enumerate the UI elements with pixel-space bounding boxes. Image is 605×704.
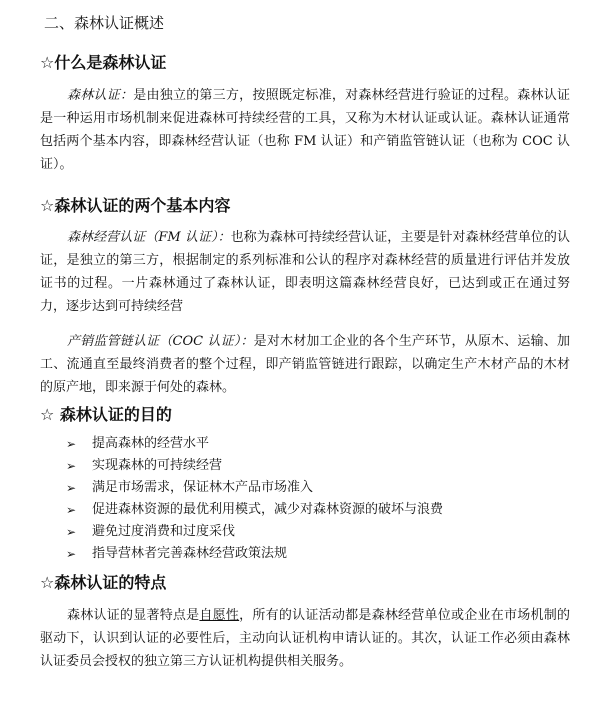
list-item: ➢ 实现森林的可持续经营 (66, 455, 443, 477)
list-item: ➢ 满足市场需求，保证林木产品市场准入 (66, 477, 443, 499)
term-coc-certification: 产销监管链认证（COC 认证）： (67, 334, 254, 349)
arrow-bullet-icon: ➢ (66, 437, 77, 451)
paragraph-text: 是对木材加工企业的各个生产环节，从原木、运输、加工、流通直至最终消费者的整个过程，即产销监管链进行跟踪，以确定生产木材产品的木材的原产地，即来源于何处的森林。 (40, 334, 570, 395)
term-forest-certification: 森林认证： (67, 88, 134, 103)
underlined-term-voluntary: 自愿性 (199, 608, 240, 623)
paragraph-characteristics (40, 604, 570, 673)
term-fm-certification: 森林经营认证（FM 认证）： (67, 230, 231, 245)
paragraph-definition (40, 84, 570, 176)
purpose-list (66, 433, 443, 565)
heading-characteristics: ☆森林认证的特点 (40, 573, 167, 592)
heading-purpose: ☆ 森林认证的目的 (40, 405, 172, 424)
list-item: ➢ 指导营林者完善森林经营政策法规 (66, 543, 443, 565)
arrow-bullet-icon: ➢ (66, 481, 77, 495)
paragraph-coc-certification (40, 330, 570, 399)
arrow-bullet-icon: ➢ (66, 525, 77, 539)
list-item: ➢ 提高森林的经营水平 (66, 433, 443, 455)
paragraph-fm-certification (40, 226, 570, 318)
section-title: 二、森林认证概述 (44, 14, 165, 32)
arrow-bullet-icon: ➢ (66, 547, 77, 561)
heading-two-basic-contents: ☆森林认证的两个基本内容 (40, 196, 231, 215)
arrow-bullet-icon: ➢ (66, 503, 77, 517)
heading-what-is-forest-certification: ☆什么是森林认证 (40, 53, 167, 72)
paragraph-prefix: 森林认证的显著特点是 (67, 608, 200, 623)
list-item: ➢ 避免过度消费和过度采伐 (66, 521, 443, 543)
paragraph-text: 是由独立的第三方，按照既定标准，对森林经营进行验证的过程。森林认证是一种运用市场机制来促进森林可持续经营的工具，又称为木材认证或认证。森林认证通常包括两个基本内容，即森林经营认证（也称 FM 认证）和产销监管链认证（也称为 COC 认证）。 (40, 88, 570, 172)
arrow-bullet-icon: ➢ (66, 459, 77, 473)
list-item: ➢ 促进森林资源的最优利用模式，减少对森林资源的破坏与浪费 (66, 499, 443, 521)
paragraph-text: ，所有的认证活动都是森林经营单位或企业在市场机制的驱动下，认识到认证的必要性后，主动向认证机构申请认证的。其次，认证工作必须由森林认证委员会授权的独立第三方认证机构提供相关服务。 (40, 608, 570, 669)
paragraph-text: 也称为森林可持续经营认证，主要是针对森林经营单位的认证，是独立的第三方，根据制定的系列标准和公认的程序对森林经营的质量进行评估并发放证书的过程。一片森林通过了森林认证，即表明这篇森林经营良好，已达到或正在通过努力，逐步达到可持续经营 (40, 230, 570, 314)
